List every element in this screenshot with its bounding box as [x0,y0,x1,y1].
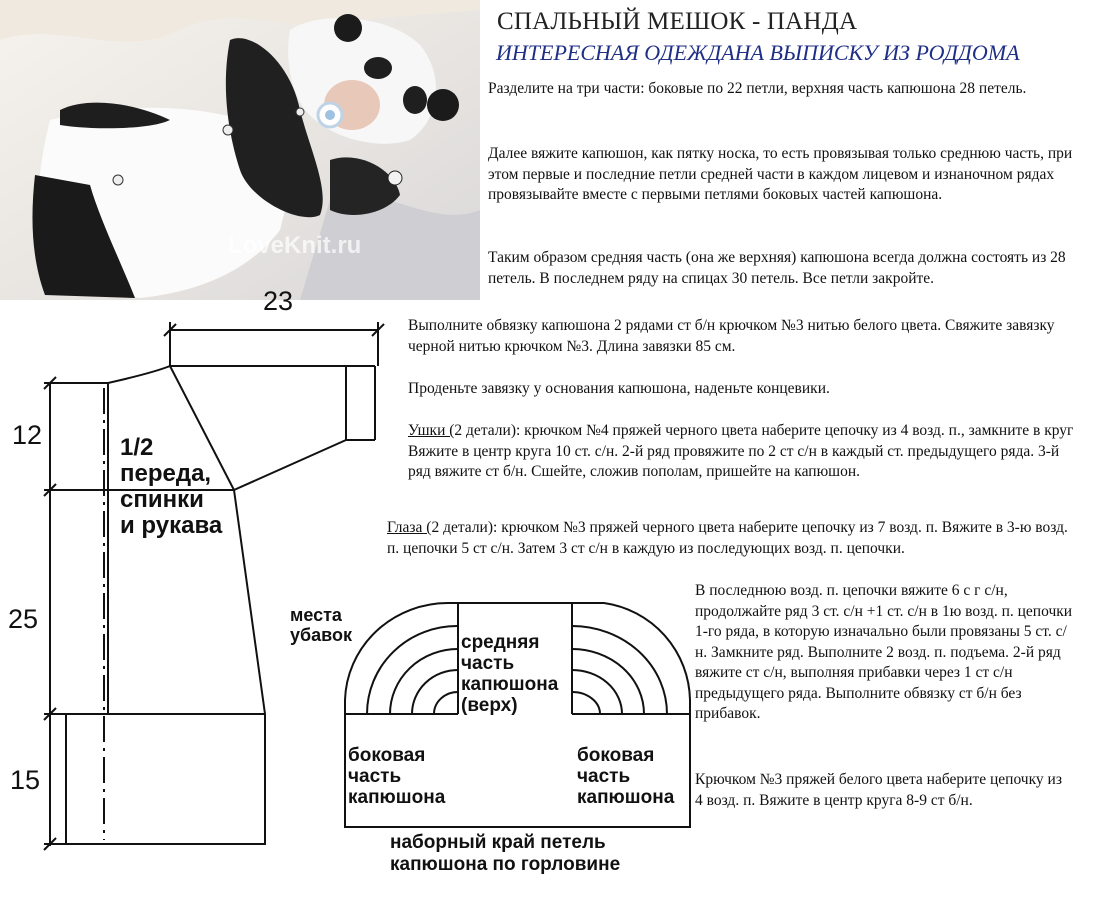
decrease-places-label: места убавок [290,605,352,645]
eyes-text: 2 детали): крючком №3 пряжей черного цвета наберите цепочку из 7 возд. п. Вяжите в 3-ю возд. п. цепочки 5 ст с/н. Затем 3 ст с/н в каждую из последующих возд. п. цепочки. [387,519,1068,557]
instruction-paragraph-2: Далее вяжите капюшон, как пятку носка, то есть провязывая только среднюю часть, при этом первые и последние петли средней части в каждом лицевом и изнаночном рядах провязывайте вместе с первыми петлями боковых частей капюшона. [488,145,1073,203]
instruction-paragraph-4: Выполните обвязку капюшона 2 рядами ст б/н крючком №3 нитью белого цвета. Свяжите завязку черной нитью крючком №3. Длина завязки 85 см. [408,317,1055,355]
hood-middle-label: средняя часть капюшона (верх) [461,632,559,716]
instruction-paragraph-5: Проденьте завязку у основания капюшона, наденьте концевики. [408,380,830,397]
hood-left-side-label: боковая часть капюшона [348,745,446,808]
piece-label: 1/2 переда, спинки и рукава [120,434,223,539]
dimension-25: 25 [8,604,39,634]
dimension-12: 12 [12,420,43,450]
instruction-paragraph-1: Разделите на три части: боковые по 22 петли, верхняя часть капюшона 28 петель. [488,80,1027,97]
ears-heading: Ушки ( [408,422,455,439]
hood-cast-on-edge-label: наборный край петель капюшона по горловине [390,832,621,875]
instruction-paragraph-7: Крючком №3 пряжей белого цвета наберите цепочку из 4 возд. п. Вяжите в центр круга 8-9 ст б/н. [695,771,1062,809]
eyes-heading: Глаза ( [387,519,432,536]
ears-text: 2 детали): крючком №4 пряжей черного цвета наберите цепочку из 4 возд. п., замкните в круг Вяжите в центр круга 10 ст. с/н. 2-й ряд провяжите по 2 ст с/н в каждый ст. предыдущего ряда. 3-й ряд вяжите ст б/н. Сшейте, сложив пополам, пришейте на капюшон. [408,422,1074,480]
instruction-paragraph-6: В последнюю возд. п. цепочки вяжите 6 с г с/н, продолжайте ряд 3 ст. с/н +1 ст. с/н в 1ю возд. п. цепочки 1-го ряда, в которую изначально были провязаны 5 ст. с/н. Замкните ряд. Выполните 2 возд. п. подъема. 2-й ряд вяжите ст с/н, выполняя прибавки через 1 ст с/н предыдущего ряда. Выполните обвязку ст б/н без прибавок. [695,582,1073,722]
page-subtitle: ИНТЕРЕСНАЯ ОДЕЖДАНА ВЫПИСКУ ИЗ РОДДОМА [496,40,1020,65]
dimension-23: 23 [263,286,294,316]
dimension-15: 15 [10,765,41,795]
watermark: LoveKnit.ru [228,232,362,259]
instruction-paragraph-3: Таким образом средняя часть (она же верхняя) капюшона всегда должна состоять из 28 петель. В последнем ряду на спицах 30 петель. Все петли закройте. [488,249,1066,287]
page-title: СПАЛЬНЫЙ МЕШОК - ПАНДА [497,8,858,35]
hood-right-side-label: боковая часть капюшона [577,745,675,808]
